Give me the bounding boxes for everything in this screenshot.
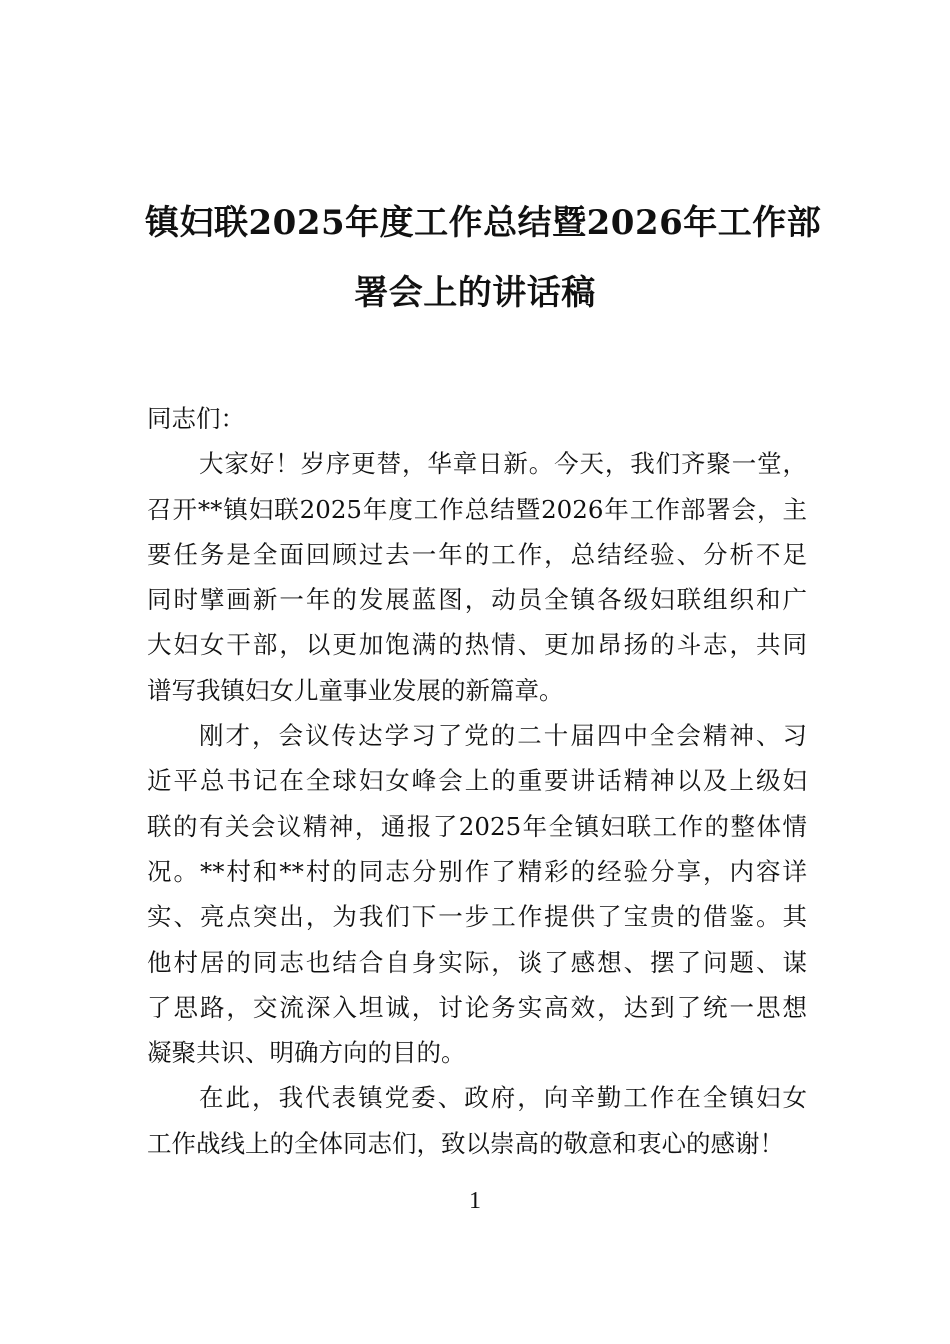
paragraph-line: 实、亮点突出，为我们下一步工作提供了宝贵的借鉴。其 (147, 902, 807, 932)
paragraph-2 (147, 713, 807, 1075)
paragraph-line: 同时擘画新一年的发展蓝图，动员全镇各级妇联组织和广 (147, 585, 807, 615)
paragraph-line: 要任务是全面回顾过去一年的工作，总结经验、分析不足 (147, 539, 807, 569)
title-line-1: 镇妇联2025年度工作总结暨2026年工作部 (145, 203, 822, 243)
document-title (145, 188, 822, 328)
paragraph-line: 在此，我代表镇党委、政府，向辛勤工作在全镇妇女 (199, 1083, 807, 1113)
paragraph-line: 近平总书记在全球妇女峰会上的重要讲话精神以及上级妇 (147, 766, 807, 796)
document-body (147, 396, 807, 1166)
paragraph-3 (147, 1075, 807, 1166)
salutation: 同志们： (147, 404, 245, 433)
paragraph-line: 刚才，会议传达学习了党的二十届四中全会精神、习 (199, 721, 807, 751)
paragraph-line: 大妇女干部，以更加饱满的热情、更加昂扬的斗志，共同 (147, 630, 807, 660)
paragraph-line: 况。**村和**村的同志分别作了精彩的经验分享，内容详 (147, 856, 807, 886)
paragraph-line: 谱写我镇妇女儿童事业发展的新篇章。 (147, 675, 564, 705)
paragraph-line: 召开**镇妇联2025年度工作总结暨2026年工作部署会，主 (147, 494, 807, 524)
paragraph-line: 他村居的同志也结合自身实际，谈了感想、摆了问题、谋 (147, 947, 807, 977)
title-line-2: 署会上的讲话稿 (354, 273, 596, 313)
paragraph-line: 了思路，交流深入坦诚，讨论务实高效，达到了统一思想 (147, 992, 807, 1022)
paragraph-line: 凝聚共识、明确方向的目的。 (147, 1038, 466, 1068)
paragraph-line: 工作战线上的全体同志们，致以崇高的敬意和衷心的感谢！ (147, 1128, 784, 1158)
paragraph-line: 联的有关会议精神，通报了2025年全镇妇联工作的整体情 (147, 811, 807, 841)
paragraph-1 (147, 441, 807, 713)
paragraph-line: 大家好！岁序更替，华章日新。今天，我们齐聚一堂， (199, 449, 807, 479)
page-number: 1 (469, 1188, 481, 1214)
